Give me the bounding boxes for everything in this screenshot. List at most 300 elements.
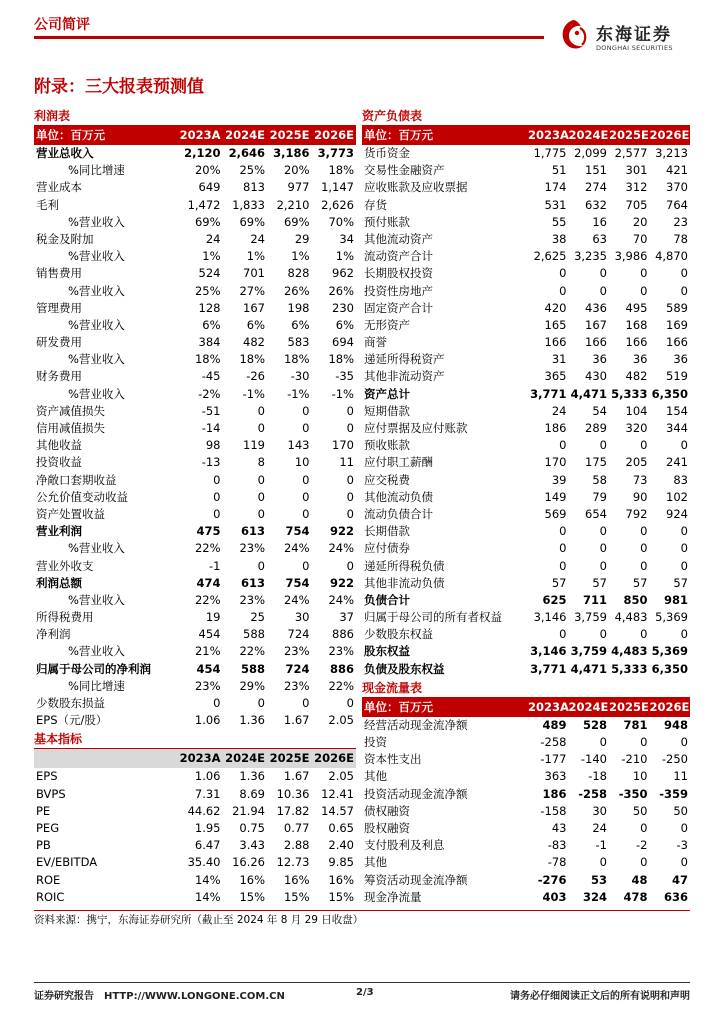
table-row: [362, 265, 690, 282]
row-value: 3,986: [614, 249, 648, 264]
row-value: 886: [329, 661, 354, 676]
table-row: [362, 820, 690, 837]
left-column: [34, 106, 356, 906]
row-label: BVPS: [36, 786, 66, 801]
table-row: [34, 437, 356, 454]
row-value: 241: [666, 455, 688, 470]
table-row: [34, 489, 356, 506]
table-row: [34, 472, 356, 489]
section-label: 公司简评: [34, 17, 90, 33]
table-row: [34, 786, 356, 803]
row-label: 归属于母公司的净利润: [36, 661, 151, 676]
table-row: [362, 803, 690, 820]
row-value: 365: [544, 369, 567, 384]
table-row: [34, 162, 356, 179]
row-value: 0: [559, 438, 567, 453]
row-value: 50: [632, 803, 648, 818]
row-value: 1%: [291, 249, 310, 264]
row-value: 320: [625, 421, 648, 435]
table-row: [362, 386, 690, 403]
row-label: 其他非流动资产: [364, 369, 445, 384]
row-label: 递延所得税资产: [364, 352, 445, 367]
footer-disclaimer: 请务必仔细阅读正文后的所有说明和声明: [510, 991, 690, 1002]
table-row: [34, 820, 356, 837]
row-label: 资产处置收益: [36, 506, 105, 521]
row-value: 149: [544, 489, 567, 504]
table-row: [34, 334, 356, 351]
table-row: [34, 454, 356, 471]
row-value: 55: [551, 214, 567, 229]
row-value: 5,333: [611, 661, 648, 676]
row-value: 23%: [328, 644, 354, 659]
row-value: 0: [599, 627, 607, 642]
row-label: 投资活动现金流净额: [364, 786, 468, 801]
row-value: 0: [346, 696, 354, 710]
row-value: 0: [257, 403, 265, 418]
table-row: [362, 420, 690, 437]
row-label: 长期股权投资: [364, 266, 433, 281]
company-logo: [556, 18, 696, 58]
row-value: 39: [551, 472, 567, 487]
row-value: 482: [243, 335, 265, 350]
row-value: 2,577: [614, 146, 648, 160]
row-value: 51: [551, 163, 567, 178]
row-label: 递延所得税负债: [364, 558, 445, 573]
table-row: [362, 786, 690, 803]
row-value: 828: [287, 266, 310, 281]
row-value: 301: [625, 163, 648, 178]
row-label: %营业收入: [68, 214, 125, 229]
row-value: 0: [680, 855, 688, 870]
row-label: 固定资产合计: [364, 300, 433, 315]
row-label: 投资: [364, 735, 387, 749]
row-value: 0.77: [283, 820, 310, 835]
table-row: [34, 837, 356, 854]
row-value: 104: [625, 403, 648, 418]
row-label: 现金净流量: [364, 889, 422, 904]
row-value: 2,210: [276, 197, 310, 212]
row-value: 10.36: [276, 786, 310, 801]
row-value: 16%: [328, 872, 354, 887]
row-value: 0: [257, 506, 265, 521]
table-row: [362, 197, 690, 214]
row-value: 0: [680, 438, 688, 453]
row-value: 6,350: [651, 386, 688, 401]
header-year: 2026E: [314, 128, 354, 142]
row-label: 其他非流动负债: [364, 575, 445, 590]
row-value: 569: [544, 506, 567, 521]
row-label: %营业收入: [68, 283, 125, 298]
row-value: 22%: [239, 644, 265, 659]
row-value: 69%: [194, 214, 221, 229]
table-row: [34, 661, 356, 678]
row-value: 0.75: [239, 820, 265, 835]
row-value: 24: [551, 403, 567, 418]
row-value: 2.88: [283, 838, 310, 853]
row-value: 11: [339, 455, 354, 470]
row-value: 17.82: [276, 803, 310, 818]
row-value: 0: [640, 735, 648, 749]
row-value: 186: [544, 421, 567, 435]
row-value: 0: [302, 421, 310, 435]
row-value: 11: [673, 769, 688, 784]
table-row: [362, 609, 690, 626]
table-row: [362, 231, 690, 248]
row-label: 销售费用: [36, 266, 82, 281]
row-value: 636: [663, 889, 688, 904]
row-value: 324: [582, 889, 607, 904]
row-label: 研发费用: [36, 335, 82, 350]
row-value: 0: [680, 735, 688, 749]
row-value: 886: [332, 627, 354, 642]
row-value: 53: [590, 872, 607, 887]
row-value: 403: [542, 889, 567, 904]
row-value: 711: [582, 592, 607, 607]
row-value: 0: [559, 266, 567, 281]
table-row: [362, 872, 690, 889]
row-value: 63: [592, 231, 607, 246]
header-year: 2026E: [649, 128, 690, 142]
row-value: 70: [632, 231, 648, 246]
row-value: 625: [542, 592, 567, 607]
header-rule: [34, 36, 544, 39]
table-row: [34, 317, 356, 334]
row-value: 922: [329, 575, 354, 590]
row-value: 170: [544, 455, 567, 470]
table-row: [362, 179, 690, 196]
row-value: 2,099: [574, 146, 607, 160]
row-value: 57: [551, 575, 567, 590]
row-value: 16: [592, 214, 607, 229]
row-value: 524: [198, 266, 221, 281]
header-year: 2025E: [609, 128, 649, 142]
table-row: [34, 768, 356, 785]
row-value: 47: [671, 872, 688, 887]
row-value: -258: [540, 735, 567, 749]
row-value: 23%: [239, 592, 265, 607]
header-year: 2023A: [179, 128, 221, 142]
row-value: 0: [599, 558, 607, 573]
row-value: 27%: [239, 283, 265, 298]
row-value: 5,333: [611, 386, 648, 401]
row-value: 102: [666, 489, 688, 504]
header-unit-label: 单位：百万元: [364, 699, 433, 714]
row-value: 18%: [239, 352, 265, 367]
row-value: 14%: [194, 889, 221, 904]
row-value: 37: [339, 610, 354, 625]
table-row: [362, 403, 690, 420]
row-label: ROE: [36, 872, 61, 887]
row-value: 2,120: [184, 146, 221, 160]
row-value: 3,213: [655, 146, 688, 160]
row-label: 投资性房地产: [364, 283, 433, 298]
row-value: 0: [680, 627, 688, 642]
row-value: 0: [640, 438, 648, 453]
row-value: 0: [302, 403, 310, 418]
table-row: [362, 248, 690, 265]
table-row: [362, 837, 690, 854]
row-value: 205: [625, 455, 648, 470]
page-header: [0, 0, 724, 60]
table-row: [362, 162, 690, 179]
row-value: 18%: [328, 163, 354, 178]
row-value: 24%: [328, 541, 354, 556]
row-value: 0: [213, 489, 221, 504]
row-value: 370: [666, 180, 688, 195]
row-label: 存货: [364, 197, 387, 212]
row-value: -350: [618, 786, 648, 801]
header-year: 2024E: [568, 128, 609, 142]
row-value: 165: [544, 317, 567, 332]
income-statement: [34, 106, 356, 729]
row-value: 26%: [283, 283, 310, 298]
row-label: EPS（元/股）: [36, 713, 108, 728]
row-value: 24: [250, 231, 265, 246]
row-value: 57: [673, 575, 688, 590]
row-label: 交易性金融资产: [364, 163, 445, 178]
table-row: [362, 506, 690, 523]
table-row: [362, 540, 690, 557]
row-value: 31: [551, 352, 567, 367]
row-value: 4,870: [655, 249, 688, 264]
row-value: 83: [673, 472, 688, 487]
table-row: [34, 643, 356, 660]
table-row: [362, 368, 690, 385]
row-value: 78: [673, 231, 688, 246]
row-value: 0: [559, 283, 567, 298]
table-row: [362, 489, 690, 506]
row-value: 421: [666, 163, 688, 178]
row-label: 归属于母公司的所有者权益: [364, 610, 502, 625]
row-label: 无形资产: [364, 317, 410, 332]
row-value: -258: [578, 786, 607, 801]
row-label: 公允价值变动收益: [36, 489, 128, 504]
header-year: 2025E: [269, 128, 310, 142]
row-value: 489: [542, 717, 567, 732]
table-row: [34, 872, 356, 889]
row-label: 其他收益: [36, 438, 82, 453]
row-value: 0: [559, 541, 567, 556]
table-row: [362, 351, 690, 368]
table-row: [362, 643, 690, 660]
row-value: 186: [542, 786, 567, 801]
row-value: 168: [625, 317, 648, 332]
row-value: 478: [623, 889, 648, 904]
row-value: 6%: [291, 317, 310, 332]
row-label: 营业总收入: [36, 146, 94, 160]
row-value: 0: [346, 403, 354, 418]
row-value: 2,626: [321, 197, 354, 212]
row-value: 79: [592, 489, 607, 504]
row-value: 24%: [328, 592, 354, 607]
row-value: 0: [346, 558, 354, 573]
row-label: %营业收入: [68, 352, 125, 367]
row-label: 净利润: [36, 627, 71, 642]
row-label: 应付票据及应付账款: [364, 421, 468, 435]
row-value: 724: [285, 661, 310, 676]
row-value: 0: [257, 421, 265, 435]
table-row: [362, 523, 690, 540]
row-value: 24%: [283, 541, 310, 556]
row-value: 531: [544, 197, 567, 212]
header-year: 2024E: [225, 128, 265, 142]
table-row: [34, 197, 356, 214]
row-label: 应付职工薪酬: [364, 455, 433, 470]
table-row: [362, 854, 690, 871]
row-value: -158: [540, 803, 567, 818]
row-value: 0: [599, 266, 607, 281]
page-footer: [34, 982, 690, 1002]
table-row: [34, 368, 356, 385]
row-label: 负债合计: [364, 592, 410, 607]
row-value: 0: [559, 558, 567, 573]
table-row: [34, 558, 356, 575]
row-value: 25: [250, 610, 265, 625]
row-label: 税金及附加: [36, 231, 94, 246]
row-value: 363: [544, 769, 567, 784]
row-value: 230: [332, 300, 354, 315]
row-value: 23%: [239, 541, 265, 556]
row-value: 3,771: [530, 661, 567, 676]
row-value: -78: [547, 855, 567, 870]
balance-header-row: [362, 126, 690, 145]
row-value: 14.57: [321, 803, 354, 818]
row-value: 6,350: [651, 661, 688, 676]
row-value: 589: [666, 300, 688, 315]
row-value: 5,369: [655, 610, 688, 625]
row-value: 764: [666, 197, 688, 212]
table-row: [34, 523, 356, 540]
row-value: 0: [599, 541, 607, 556]
row-value: 0: [302, 489, 310, 504]
row-label: PE: [36, 803, 51, 818]
header-unit-label: 单位：百万元: [36, 128, 105, 142]
row-value: 0: [346, 506, 354, 521]
row-value: 5,369: [651, 644, 688, 659]
row-value: 0: [257, 472, 265, 487]
logo-text-cn: 东海证券: [596, 25, 672, 45]
row-value: 583: [287, 335, 310, 350]
row-value: 3,771: [530, 386, 567, 401]
row-value: -2%: [198, 386, 221, 401]
row-label: %营业收入: [68, 644, 125, 659]
header-year: 2023A: [179, 751, 221, 766]
row-value: 519: [666, 369, 688, 384]
data-source-note: 资料来源：携宁，东海证券研究所（截止至 2024 年 8 月 29 日收盘）: [34, 910, 690, 927]
header-unit-label: [34, 749, 178, 768]
row-value: -51: [201, 403, 221, 418]
row-value: 0: [302, 558, 310, 573]
row-label: 信用减值损失: [36, 421, 105, 435]
row-label: 营业外收支: [36, 558, 94, 573]
row-value: 198: [287, 300, 310, 315]
row-value: 274: [585, 180, 607, 195]
row-value: 2,646: [228, 146, 265, 160]
row-label: 管理费用: [36, 300, 82, 315]
logo-emblem-icon: [556, 18, 590, 54]
row-value: 0: [559, 627, 567, 642]
row-value: 21%: [194, 644, 221, 659]
table-row: [34, 540, 356, 557]
row-value: 6%: [246, 317, 265, 332]
row-value: 22%: [194, 592, 221, 607]
row-label: 资产总计: [364, 386, 410, 401]
row-label: 股东权益: [364, 644, 410, 659]
table-row: [34, 506, 356, 523]
row-value: 0: [640, 283, 648, 298]
row-label: %营业收入: [68, 249, 125, 264]
row-value: 0: [213, 472, 221, 487]
row-value: 16%: [239, 872, 265, 887]
row-value: 4,483: [611, 644, 648, 659]
row-value: 948: [663, 717, 688, 732]
row-label: %营业收入: [68, 386, 125, 401]
row-value: 166: [585, 335, 607, 350]
row-value: 166: [666, 335, 688, 350]
row-value: 1.06: [194, 713, 221, 728]
row-value: 0: [599, 735, 607, 749]
row-value: -1%: [287, 386, 310, 401]
row-value: 21.94: [232, 803, 265, 818]
row-value: 495: [625, 300, 648, 315]
row-value: 22%: [194, 541, 221, 556]
row-value: 167: [243, 300, 265, 315]
row-value: 69%: [283, 214, 310, 229]
row-value: 1%: [246, 249, 265, 264]
row-value: 16%: [283, 872, 310, 887]
row-value: -26: [246, 369, 265, 384]
row-value: 0: [599, 438, 607, 453]
row-value: 312: [625, 180, 648, 195]
row-value: 289: [585, 421, 607, 435]
row-value: 613: [240, 575, 265, 590]
row-value: 3.43: [239, 838, 265, 853]
row-value: 2,625: [533, 249, 567, 264]
row-label: 毛利: [36, 197, 59, 212]
row-value: 3,759: [570, 644, 607, 659]
table-row: [362, 317, 690, 334]
row-label: 应交税费: [364, 472, 410, 487]
row-value: 3,759: [574, 610, 607, 625]
row-value: 24%: [283, 592, 310, 607]
row-value: 26%: [328, 283, 354, 298]
row-label: 资产减值损失: [36, 403, 105, 418]
row-label: 营业利润: [36, 524, 82, 539]
row-value: 0: [640, 266, 648, 281]
row-label: 流动资产合计: [364, 249, 433, 264]
row-label: 少数股东权益: [364, 627, 433, 642]
row-value: 8: [257, 455, 265, 470]
row-value: 15%: [328, 889, 354, 904]
table-row: [362, 300, 690, 317]
row-value: 1.06: [194, 769, 221, 784]
row-value: 420: [544, 300, 567, 315]
row-value: 98: [205, 438, 221, 453]
table-row: [362, 734, 690, 751]
row-label: 资本性支出: [364, 752, 422, 767]
row-value: 588: [243, 627, 265, 642]
row-label: 预收账款: [364, 438, 410, 453]
row-value: 36: [632, 352, 648, 367]
row-value: 43: [551, 820, 567, 835]
row-value: 23%: [194, 678, 221, 693]
row-value: 754: [285, 575, 310, 590]
row-label: EV/EBITDA: [36, 855, 98, 870]
table-row: [34, 592, 356, 609]
row-value: 0: [640, 558, 648, 573]
row-value: 58: [592, 472, 607, 487]
table-row: [362, 437, 690, 454]
